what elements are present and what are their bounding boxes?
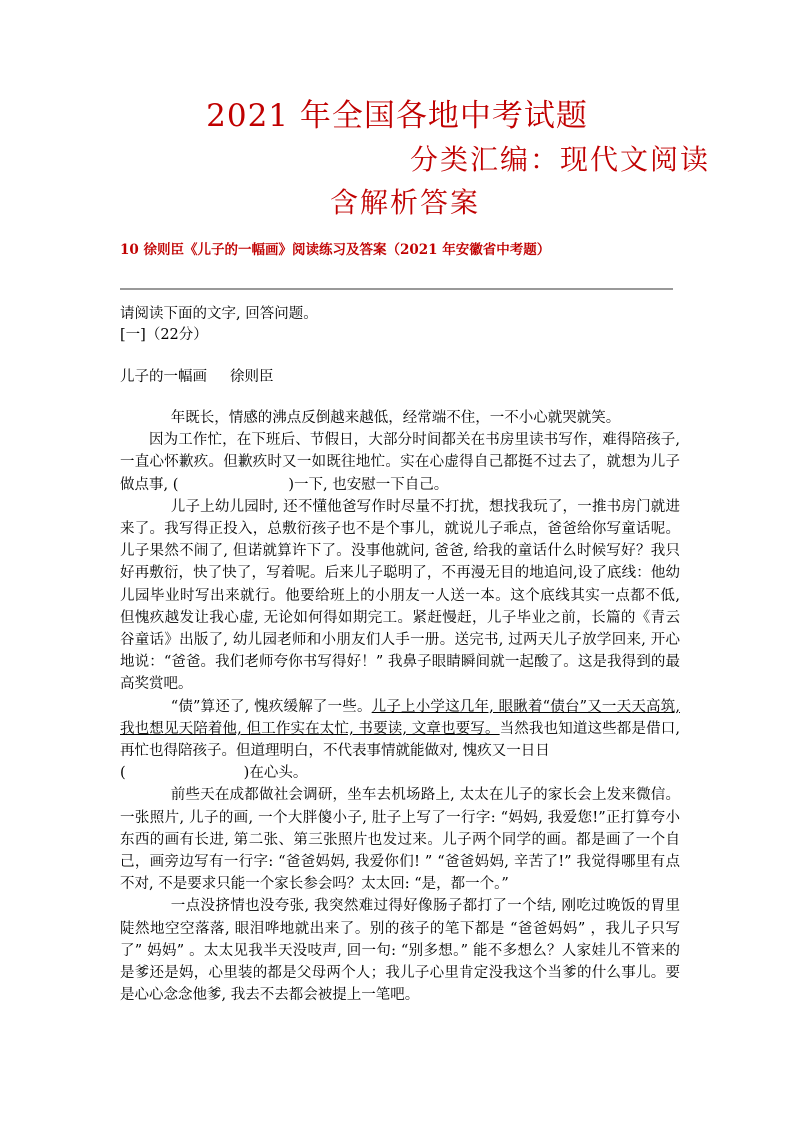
paragraph-4	[120, 696, 680, 763]
paragraph-2-text-a: 因为工作忙，在下班后、节假日，大部分时间都关在书房里读书写作，难得陪孩子, 一直心怀歉疚。但歉疚时又一如既往地忙。实在心虚得自己都挺不过去了，就想为儿子做点事, (	[120, 432, 680, 493]
divider	[120, 288, 673, 290]
paragraph-2	[120, 429, 680, 496]
underlined-sentence: 儿子上小学这几年, 眼瞅着“债台”又一天天高筑, 我也想见天陪着他, 但工作实在太忙, 书要读, 文章也要写。	[120, 698, 680, 737]
paragraph-5: 前些天在成都做社会调研，坐车去机场路上, 太太在儿子的家长会上发来微信。一张照片, 儿子的画, 一个大胖傻小子, 肚子上写了一行字: “妈妈, 我爱您!”正打算夸小东西的画有长进, 第二张、第三张照片也发过来。儿子两个同学的画。都是画了一个自己，画旁边写有一行字: “爸爸妈妈, 我爱你们! ” “爸爸妈妈, 辛苦了!” 我觉得哪里有点不对, 不是要求只能一个家长参会吗？太太回: “是，都一个。”	[120, 787, 680, 893]
instruction-text: 请阅读下面的文字, 回答问题。	[120, 306, 318, 322]
paragraph-2-text-b: )一下, 也安慰一下自己。	[288, 476, 449, 493]
paragraph-1: 年既长，情感的沸点反倒越来越低，经常端不住，一不小心就哭就笑。	[170, 410, 621, 426]
article-reference: 10 徐则臣《儿子的一幅画》阅读练习及答案（2021 年安徽省中考题）	[120, 242, 551, 258]
paragraph-4-text-b: 当然我也知道这些都是借口, 再忙也得陪孩子。但道理明白，不代表事情就能做对, 愧疚又一日日	[120, 720, 680, 760]
article-body	[120, 407, 680, 1006]
section-label: [一]（22分）	[120, 327, 208, 343]
title-line-1: 2021 年全国各地中考试题	[206, 98, 588, 134]
article-title: 儿子的一幅画 徐则臣	[120, 369, 274, 385]
paragraph-4-text-c: (	[120, 765, 126, 782]
paragraph-4-continued	[120, 762, 680, 784]
paragraph-4-text-d: )在心头。	[243, 765, 308, 782]
paragraph-3: 儿子上幼儿园时, 还不懂他爸写作时尽量不打扰，想找我玩了，一推书房门就进来了。我写得正投入，总敷衍孩子也不是个事儿，就说儿子乖点，爸爸给你写童话呢。儿子果然不闹了, 但诺就算许下了。没事他就问, 爸爸, 给我的童话什么时候写好？我只好再敷衍，快了快了，写着呢。后来儿子聪明了，不再漫无目的地追问,设了底线：他幼儿园毕业时写出来就行。他要给班上的小朋友一人送一本。这个底线其实一点都不低, 但愧疚越发让我心虚, 无论如何得如期完工。紧赶慢赶，儿子毕业之前，长篇的《青云谷童话》出版了, 幼儿园老师和小朋友们人手一册。送完书, 过两天儿子放学回来, 开心地说：“爸爸。我们老师夸你书写得好！” 我鼻子眼睛瞬间就一起酸了。这是我得到的最高奖赏吧。	[120, 498, 680, 693]
title-line-2: 分类汇编：现代文阅读	[410, 143, 711, 176]
paragraph-4-text-a: “债”算还了, 愧疚缓解了一些。	[170, 698, 372, 715]
title-line-3: 含解析答案	[330, 186, 481, 219]
paragraph-6: 一点没挤情也没夸张, 我突然难过得好像肠子都打了一个结, 刚吃过晚饭的胃里陡然地空空落落, 眼泪哗地就出来了。别的孩子的笔下都是 “爸爸妈妈” ，我儿子只写了” 妈妈” 。太太见我半天没吱声, 回一句: “别多想。” 能不多想么？人家娃儿不管来的是爹还是妈，心里装的都是父母两个人；我儿子心里肯定没我这个当爹的什么事儿。要是心心念念他爹, 我去不去都会被提上一笔吧。	[120, 898, 680, 1004]
